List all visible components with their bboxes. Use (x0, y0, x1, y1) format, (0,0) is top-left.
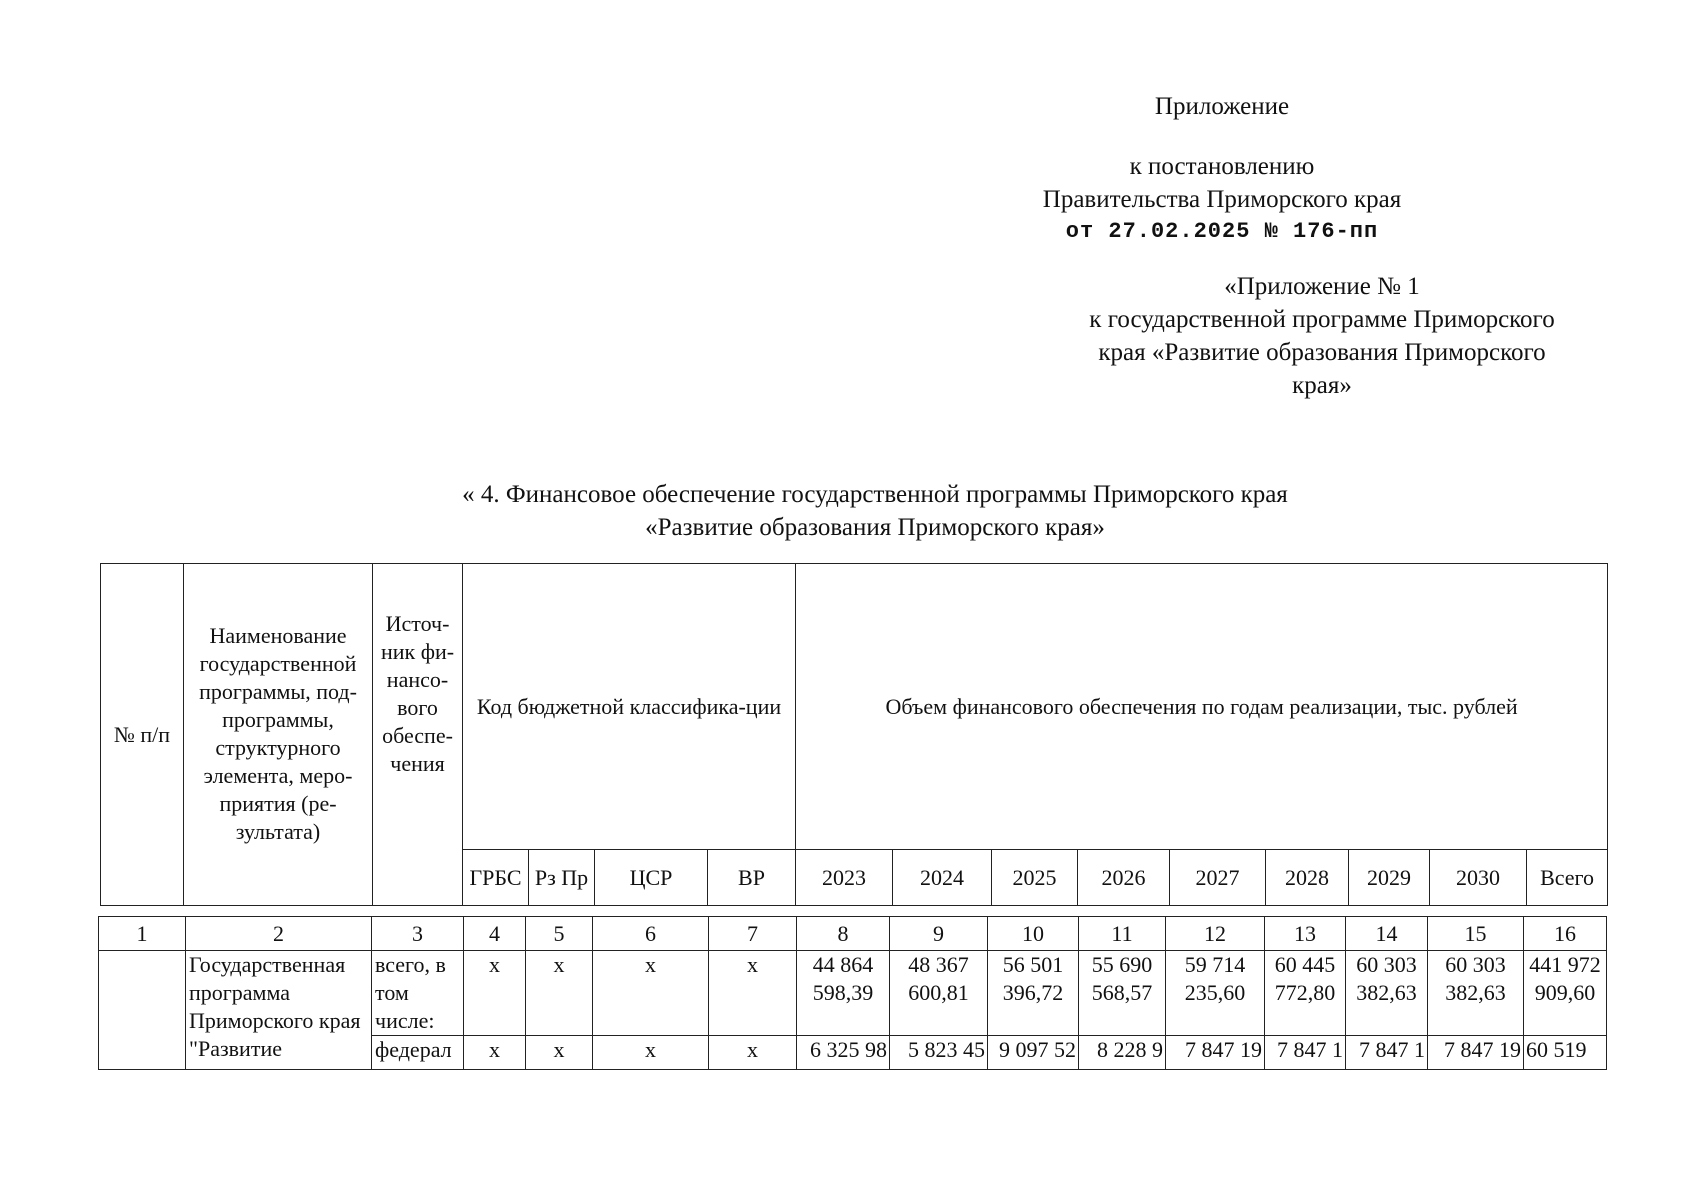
value-total: 441 972 909,60 (1524, 951, 1607, 1036)
section-title-line-2: «Развитие образования Приморского края» (645, 514, 1105, 541)
value-2023: 44 864 598,39 (797, 951, 890, 1036)
value-total: 60 519 (1524, 1036, 1607, 1070)
column-number: 12 (1166, 917, 1265, 951)
row-csr: x (593, 1036, 709, 1070)
value-2030: 7 847 19 (1428, 1036, 1524, 1070)
value-2025: 56 501 396,72 (988, 951, 1079, 1036)
header-year-2030: 2030 (1430, 850, 1527, 906)
header-grbs: ГРБС (463, 850, 529, 906)
row-rzpr: x (526, 1036, 593, 1070)
column-number: 6 (593, 917, 709, 951)
value-2027: 59 714 235,60 (1166, 951, 1265, 1036)
column-number: 16 (1524, 917, 1607, 951)
column-number: 9 (890, 917, 988, 951)
value-2024: 5 823 45 (890, 1036, 988, 1070)
value-2026: 8 228 9 (1079, 1036, 1166, 1070)
header-vr: ВР (708, 850, 796, 906)
column-number: 7 (709, 917, 797, 951)
header-year-2026: 2026 (1078, 850, 1170, 906)
decree-line-2: Правительства Приморского края (1042, 186, 1402, 213)
column-number: 15 (1428, 917, 1524, 951)
column-number: 2 (186, 917, 372, 951)
row-rzpr: x (526, 951, 593, 1036)
header-year-2025: 2025 (992, 850, 1078, 906)
column-number: 1 (99, 917, 186, 951)
column-number: 4 (464, 917, 526, 951)
column-number: 11 (1079, 917, 1166, 951)
decree-date-number: от 27.02.2025 № 176-пп (1065, 219, 1379, 244)
value-2023: 6 325 98 (797, 1036, 890, 1070)
row-grbs: x (464, 951, 526, 1036)
appendix-1-line-2: к государственной программе Приморского (1089, 306, 1555, 333)
header-year-2024: 2024 (893, 850, 992, 906)
appendix-1-reference (1048, 270, 1596, 402)
header-source: Источ-ник фи-нансо-вого обеспе-чения (373, 564, 463, 906)
header-volume: Объем финансового обеспечения по годам реализации, тыс. рублей (796, 564, 1608, 850)
header-year-2023: 2023 (796, 850, 893, 906)
value-2026: 55 690 568,57 (1079, 951, 1166, 1036)
value-2024: 48 367 600,81 (890, 951, 988, 1036)
value-2029: 7 847 1 (1346, 1036, 1428, 1070)
value-2027: 7 847 19 (1166, 1036, 1265, 1070)
value-2028: 7 847 1 (1265, 1036, 1346, 1070)
header-rzpr: Рз Пр (529, 850, 595, 906)
body-table (98, 916, 1607, 1070)
header-csr: ЦСР (595, 850, 708, 906)
row-csr: x (593, 951, 709, 1036)
appendix-1-line-3: края «Развитие образования Приморского (1098, 339, 1546, 366)
row-grbs: x (464, 1036, 526, 1070)
header-name: Наименование государственной программы, под-программы, структурного элемента, меро-приятия (ре-зультата) (184, 564, 373, 906)
column-number: 13 (1265, 917, 1346, 951)
section-title (300, 478, 1450, 544)
header-total: Всего (1527, 850, 1608, 906)
header-budget-code: Код бюджетной классифика-ции (463, 564, 796, 850)
value-2028: 60 445 772,80 (1265, 951, 1346, 1036)
appendix-heading (1120, 90, 1324, 123)
appendix-1-line-1: «Приложение № 1 (1224, 273, 1420, 300)
row-vr: x (709, 951, 797, 1036)
decree-line-1: к постановлению (1129, 153, 1315, 180)
column-number: 3 (372, 917, 464, 951)
column-number: 10 (988, 917, 1079, 951)
column-number: 14 (1346, 917, 1428, 951)
value-2029: 60 303 382,63 (1346, 951, 1428, 1036)
value-2025: 9 097 52 (988, 1036, 1079, 1070)
column-number: 8 (797, 917, 890, 951)
row-num (99, 951, 186, 1070)
header-year-2027: 2027 (1170, 850, 1266, 906)
row-source: всего, в том числе: (372, 951, 464, 1036)
section-title-line-1: « 4. Финансовое обеспечение государственной программы Приморского края (462, 481, 1288, 508)
row-source: федерал (372, 1036, 464, 1070)
appendix-1-line-4: края» (1292, 372, 1352, 399)
row-vr: x (709, 1036, 797, 1070)
column-number: 5 (526, 917, 593, 951)
header-year-2028: 2028 (1266, 850, 1349, 906)
decree-reference (1010, 150, 1434, 248)
header-num: № п/п (101, 564, 184, 906)
appendix-label: Приложение (1154, 93, 1290, 120)
value-2030: 60 303 382,63 (1428, 951, 1524, 1036)
row-program-name: Государственная программа Приморского края "Развитие (186, 951, 372, 1070)
header-year-2029: 2029 (1349, 850, 1430, 906)
header-table (100, 563, 1608, 906)
